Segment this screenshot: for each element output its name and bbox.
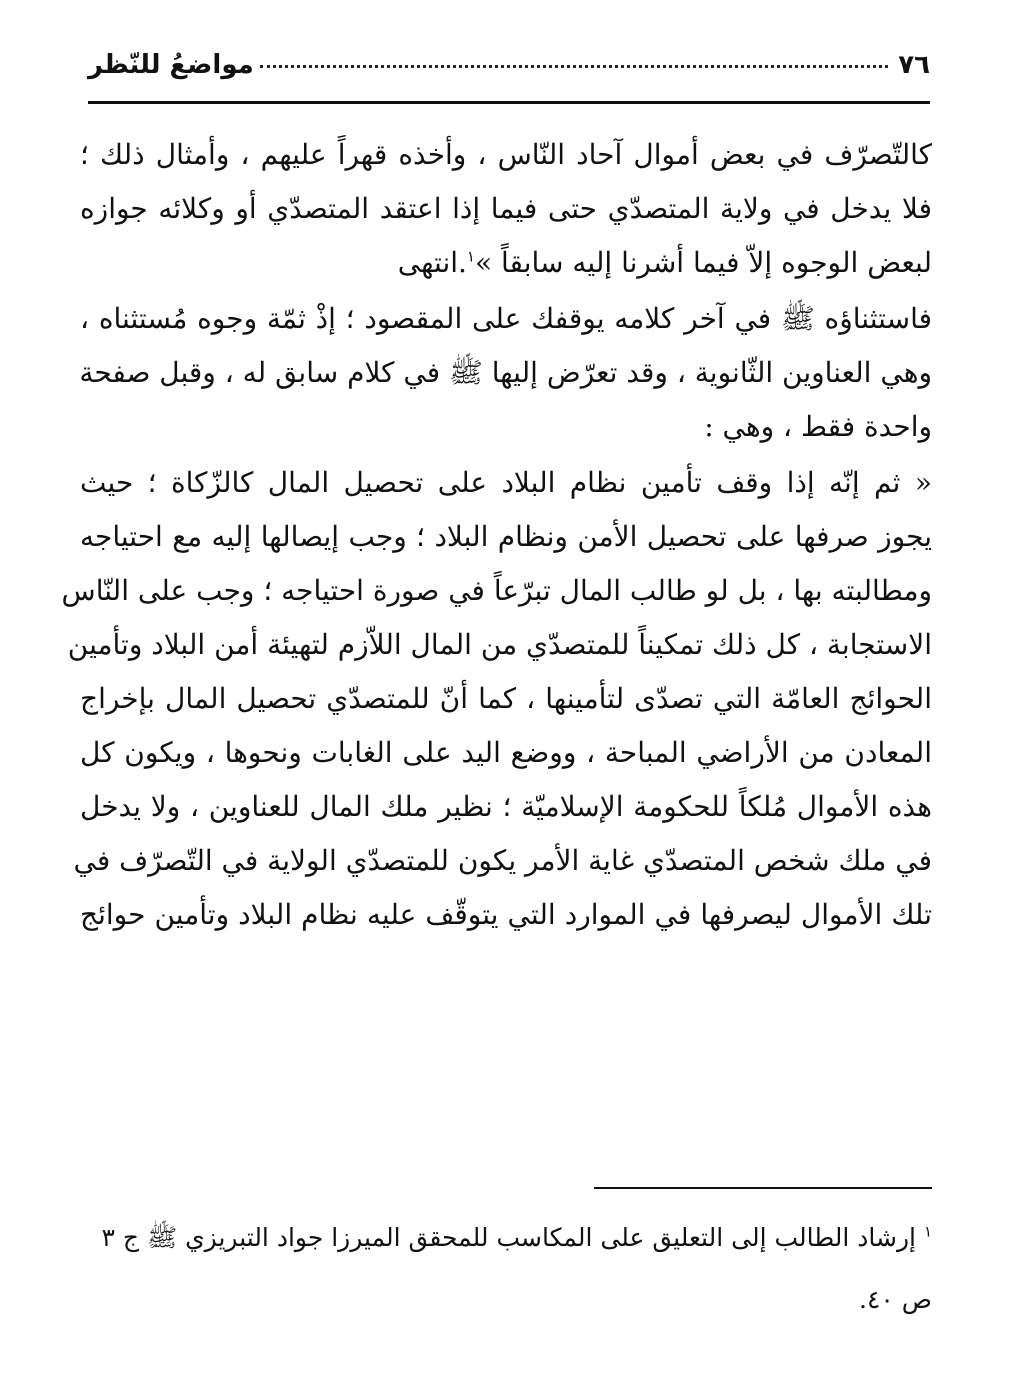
footnote-marker: ١ [923,1222,932,1241]
quote-line: « ثم إنّه إذا وقف تأمين نظام البلاد على تحصيل المال كالزّكاة ؛ حيث [80,466,932,499]
footnote-line: ص ٤٠. [859,1285,932,1314]
header-rule [88,101,930,104]
quote-line: الحوائج العامّة التي تصدّى لتأمينها ، كما أنّ للمتصدّي تحصيل المال بإخراج [80,682,932,715]
page-header [88,30,930,80]
footnote-reference[interactable]: ١ [466,247,475,266]
quote-line: هذه الأموال مُلكاً للحكومة الإسلاميّة ؛ نظير ملك المال للعناوين ، ولا يدخل [80,790,932,823]
running-title: مواضعُ للنّظر [88,50,254,80]
body-line: فاستثناؤه ﷺ في آخر كلامه يوقفك على المقصود ؛ إذْ ثمّة وجوه مُستثناه ، [80,302,932,335]
footnote-line [80,1207,932,1269]
footnote-separator [594,1187,932,1189]
quote-line: يجوز صرفها على تحصيل الأمن ونظام البلاد ؛ وجب إيصالها إليه مع احتياجه [80,520,932,553]
body-text [61,128,932,942]
body-line [80,236,932,290]
quote-line: في ملك شخص المتصدّي غاية الأمر يكون للمتصدّي الولاية في التّصرّف في [73,844,932,877]
body-line: وهي العناوين الثّانوية ، وقد تعرّض إليها ﷺ في كلام سابق له ، وقبل صفحة [79,356,932,389]
end-quote-word: .انتهى [397,246,467,279]
page-number: ٧٦ [898,50,930,80]
body-line: واحدة فقط ، وهي : [704,410,932,443]
footnote [80,1207,932,1331]
quote-line: الاستجابة ، كل ذلك تمكيناً للمتصدّي من المال اللاّزم لتهيئة أمن البلاد وتأمين [67,628,932,661]
body-line-text: لبعض الوجوه إلاّ فيما أشرنا إليه سابقاً » [474,246,932,279]
body-line: فلا يدخل في ولاية المتصدّي حتى فيما إذا اعتقد المتصدّي أو وكلائه جوازه [80,192,932,225]
quote-line: تلك الأموال ليصرفها في الموارد التي يتوقّف عليه نظام البلاد وتأمين حوائج [80,898,932,931]
quote-line: ومطالبته بها ، بل لو طالب المال تبرّعاً في صورة احتياجه ؛ وجب على النّاس [61,574,932,607]
body-line: كالتّصرّف في بعض أموال آحاد النّاس ، وأخذه قهراً عليهم ، وأمثال ذلك ؛ [80,138,932,171]
quote-line: المعادن من الأراضي المباحة ، ووضع اليد على الغابات ونحوها ، ويكون كل [80,736,932,769]
header-leader-dots [260,64,889,68]
footnote-text: إرشاد الطالب إلى التعليق على المكاسب للمحقق الميرزا جواد التبريزي ﷺ ج ٣ [101,1223,916,1252]
